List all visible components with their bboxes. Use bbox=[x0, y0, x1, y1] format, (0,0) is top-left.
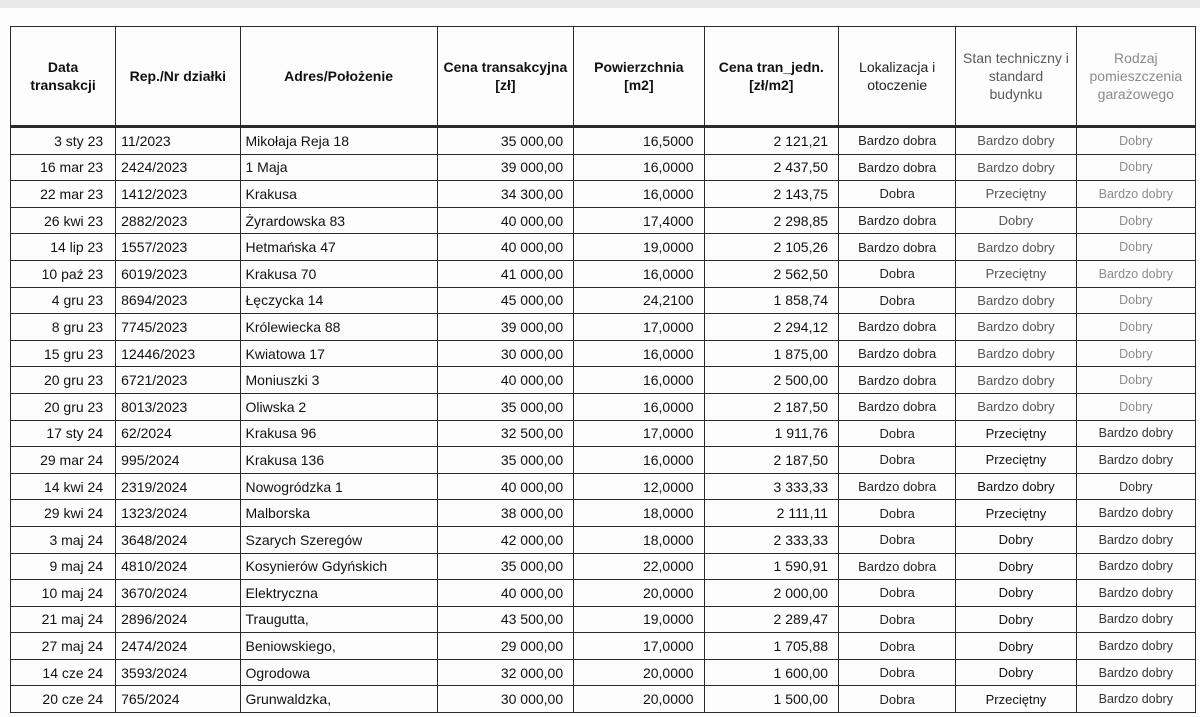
cell-price: 32 500,00 bbox=[437, 420, 573, 447]
cell-location: Dobra bbox=[839, 287, 956, 314]
cell-garage-type: Bardzo dobry bbox=[1076, 420, 1195, 447]
cell-unit-price: 1 600,00 bbox=[704, 659, 838, 686]
cell-unit-price: 2 333,33 bbox=[704, 526, 838, 553]
table-row bbox=[11, 314, 1196, 341]
cell-area: 17,4000 bbox=[574, 207, 704, 234]
cell-date: 16 mar 23 bbox=[11, 154, 116, 181]
cell-garage-type: Dobry bbox=[1076, 340, 1195, 367]
cell-unit-price: 1 500,00 bbox=[704, 686, 838, 713]
cell-location: Bardzo dobra bbox=[839, 367, 956, 394]
table-row bbox=[11, 127, 1196, 155]
cell-date: 15 gru 23 bbox=[11, 340, 116, 367]
cell-rep: 62/2024 bbox=[116, 420, 240, 447]
cell-condition: Przeciętny bbox=[956, 260, 1076, 287]
cell-price: 40 000,00 bbox=[437, 367, 573, 394]
table-row bbox=[11, 207, 1196, 234]
cell-price: 40 000,00 bbox=[437, 580, 573, 607]
cell-area: 19,0000 bbox=[574, 234, 704, 261]
cell-rep: 2896/2024 bbox=[116, 606, 240, 633]
cell-garage-type: Bardzo dobry bbox=[1076, 659, 1195, 686]
cell-price: 35 000,00 bbox=[437, 127, 573, 155]
cell-unit-price: 2 437,50 bbox=[704, 154, 838, 181]
cell-date: 14 kwi 24 bbox=[11, 473, 116, 500]
cell-address: Żyrardowska 83 bbox=[240, 207, 437, 234]
cell-garage-type: Dobry bbox=[1076, 473, 1195, 500]
cell-address: Łęczycka 14 bbox=[240, 287, 437, 314]
cell-garage-type: Bardzo dobry bbox=[1076, 553, 1195, 580]
cell-area: 16,0000 bbox=[574, 393, 704, 420]
table-row bbox=[11, 473, 1196, 500]
cell-garage-type: Bardzo dobry bbox=[1076, 606, 1195, 633]
cell-price: 40 000,00 bbox=[437, 473, 573, 500]
cell-address: Mikołaja Reja 18 bbox=[240, 127, 437, 155]
cell-rep: 11/2023 bbox=[116, 127, 240, 155]
cell-condition: Bardzo dobry bbox=[956, 393, 1076, 420]
cell-unit-price: 3 333,33 bbox=[704, 473, 838, 500]
cell-condition: Dobry bbox=[956, 633, 1076, 660]
cell-date: 3 maj 24 bbox=[11, 526, 116, 553]
cell-unit-price: 1 705,88 bbox=[704, 633, 838, 660]
cell-address: Ogrodowa bbox=[240, 659, 437, 686]
cell-date: 22 mar 23 bbox=[11, 181, 116, 208]
cell-price: 35 000,00 bbox=[437, 393, 573, 420]
table-body bbox=[11, 127, 1196, 713]
cell-garage-type: Bardzo dobry bbox=[1076, 633, 1195, 660]
table-row bbox=[11, 154, 1196, 181]
cell-unit-price: 2 298,85 bbox=[704, 207, 838, 234]
cell-date: 3 sty 23 bbox=[11, 127, 116, 155]
cell-garage-type: Dobry bbox=[1076, 314, 1195, 341]
cell-price: 41 000,00 bbox=[437, 260, 573, 287]
cell-address: 1 Maja bbox=[240, 154, 437, 181]
cell-price: 40 000,00 bbox=[437, 207, 573, 234]
cell-unit-price: 1 911,76 bbox=[704, 420, 838, 447]
cell-unit-price: 2 500,00 bbox=[704, 367, 838, 394]
cell-area: 12,0000 bbox=[574, 473, 704, 500]
cell-location: Dobra bbox=[839, 447, 956, 474]
cell-location: Bardzo dobra bbox=[839, 393, 956, 420]
cell-date: 14 lip 23 bbox=[11, 234, 116, 261]
table-row bbox=[11, 340, 1196, 367]
cell-date: 27 maj 24 bbox=[11, 633, 116, 660]
cell-area: 22,0000 bbox=[574, 553, 704, 580]
cell-area: 16,0000 bbox=[574, 340, 704, 367]
cell-rep: 7745/2023 bbox=[116, 314, 240, 341]
cell-address: Malborska bbox=[240, 500, 437, 527]
cell-location: Dobra bbox=[839, 686, 956, 713]
cell-unit-price: 2 289,47 bbox=[704, 606, 838, 633]
cell-location: Bardzo dobra bbox=[839, 553, 956, 580]
cell-condition: Przeciętny bbox=[956, 686, 1076, 713]
cell-condition: Bardzo dobry bbox=[956, 234, 1076, 261]
header-date: Data transakcji bbox=[11, 27, 116, 127]
cell-rep: 2882/2023 bbox=[116, 207, 240, 234]
header-area: Powierzchnia [m2] bbox=[574, 27, 704, 127]
cell-area: 16,5000 bbox=[574, 127, 704, 155]
cell-location: Dobra bbox=[839, 606, 956, 633]
cell-location: Bardzo dobra bbox=[839, 234, 956, 261]
cell-unit-price: 2 143,75 bbox=[704, 181, 838, 208]
cell-location: Bardzo dobra bbox=[839, 207, 956, 234]
cell-rep: 8694/2023 bbox=[116, 287, 240, 314]
cell-price: 40 000,00 bbox=[437, 234, 573, 261]
table-row bbox=[11, 686, 1196, 713]
cell-location: Dobra bbox=[839, 659, 956, 686]
cell-garage-type: Dobry bbox=[1076, 287, 1195, 314]
cell-garage-type: Bardzo dobry bbox=[1076, 526, 1195, 553]
cell-price: 30 000,00 bbox=[437, 686, 573, 713]
cell-rep: 2319/2024 bbox=[116, 473, 240, 500]
cell-area: 17,0000 bbox=[574, 633, 704, 660]
cell-rep: 6019/2023 bbox=[116, 260, 240, 287]
cell-location: Dobra bbox=[839, 633, 956, 660]
cell-location: Dobra bbox=[839, 580, 956, 607]
table-row bbox=[11, 447, 1196, 474]
cell-condition: Przeciętny bbox=[956, 447, 1076, 474]
cell-location: Bardzo dobra bbox=[839, 340, 956, 367]
cell-date: 10 maj 24 bbox=[11, 580, 116, 607]
cell-rep: 12446/2023 bbox=[116, 340, 240, 367]
cell-price: 42 000,00 bbox=[437, 526, 573, 553]
cell-date: 20 cze 24 bbox=[11, 686, 116, 713]
cell-address: Elektryczna bbox=[240, 580, 437, 607]
table-row bbox=[11, 580, 1196, 607]
table-row bbox=[11, 526, 1196, 553]
table-row bbox=[11, 234, 1196, 261]
header-garage-type: Rodzaj pomieszczenia garażowego bbox=[1076, 27, 1195, 127]
cell-condition: Bardzo dobry bbox=[956, 473, 1076, 500]
table-row bbox=[11, 367, 1196, 394]
table-header bbox=[11, 27, 1196, 127]
cell-rep: 1412/2023 bbox=[116, 181, 240, 208]
cell-date: 14 cze 24 bbox=[11, 659, 116, 686]
cell-garage-type: Dobry bbox=[1076, 393, 1195, 420]
table-row bbox=[11, 260, 1196, 287]
cell-condition: Bardzo dobry bbox=[956, 154, 1076, 181]
cell-unit-price: 2 000,00 bbox=[704, 580, 838, 607]
cell-unit-price: 2 111,11 bbox=[704, 500, 838, 527]
cell-area: 18,0000 bbox=[574, 500, 704, 527]
header-price: Cena transakcyjna [zł] bbox=[437, 27, 573, 127]
cell-address: Grunwaldzka, bbox=[240, 686, 437, 713]
cell-price: 34 300,00 bbox=[437, 181, 573, 208]
cell-area: 20,0000 bbox=[574, 580, 704, 607]
cell-rep: 765/2024 bbox=[116, 686, 240, 713]
cell-location: Dobra bbox=[839, 500, 956, 527]
cell-unit-price: 2 294,12 bbox=[704, 314, 838, 341]
cell-condition: Dobry bbox=[956, 659, 1076, 686]
cell-price: 39 000,00 bbox=[437, 314, 573, 341]
cell-location: Bardzo dobra bbox=[839, 127, 956, 155]
cell-condition: Bardzo dobry bbox=[956, 287, 1076, 314]
cell-area: 17,0000 bbox=[574, 314, 704, 341]
cell-location: Dobra bbox=[839, 181, 956, 208]
cell-unit-price: 2 121,21 bbox=[704, 127, 838, 155]
cell-garage-type: Bardzo dobry bbox=[1076, 260, 1195, 287]
cell-date: 10 paź 23 bbox=[11, 260, 116, 287]
cell-address: Nowogródzka 1 bbox=[240, 473, 437, 500]
cell-date: 17 sty 24 bbox=[11, 420, 116, 447]
cell-condition: Dobry bbox=[956, 553, 1076, 580]
cell-date: 9 maj 24 bbox=[11, 553, 116, 580]
cell-unit-price: 2 105,26 bbox=[704, 234, 838, 261]
table-row bbox=[11, 659, 1196, 686]
cell-condition: Bardzo dobry bbox=[956, 367, 1076, 394]
cell-area: 20,0000 bbox=[574, 686, 704, 713]
cell-address: Kosynierów Gdyńskich bbox=[240, 553, 437, 580]
cell-garage-type: Bardzo dobry bbox=[1076, 686, 1195, 713]
cell-address: Krakusa 96 bbox=[240, 420, 437, 447]
cell-location: Dobra bbox=[839, 260, 956, 287]
cell-address: Krakusa 70 bbox=[240, 260, 437, 287]
cell-date: 20 gru 23 bbox=[11, 367, 116, 394]
cell-unit-price: 1 858,74 bbox=[704, 287, 838, 314]
cell-condition: Bardzo dobry bbox=[956, 340, 1076, 367]
cell-location: Dobra bbox=[839, 420, 956, 447]
cell-address: Oliwska 2 bbox=[240, 393, 437, 420]
cell-date: 4 gru 23 bbox=[11, 287, 116, 314]
cell-unit-price: 2 562,50 bbox=[704, 260, 838, 287]
cell-condition: Przeciętny bbox=[956, 500, 1076, 527]
header-address: Adres/Położenie bbox=[240, 27, 437, 127]
cell-garage-type: Dobry bbox=[1076, 367, 1195, 394]
cell-rep: 995/2024 bbox=[116, 447, 240, 474]
cell-location: Bardzo dobra bbox=[839, 314, 956, 341]
header-unit-price: Cena tran_jedn. [zł/m2] bbox=[704, 27, 838, 127]
cell-unit-price: 2 187,50 bbox=[704, 393, 838, 420]
cell-area: 24,2100 bbox=[574, 287, 704, 314]
cell-garage-type: Bardzo dobry bbox=[1076, 181, 1195, 208]
cell-address: Moniuszki 3 bbox=[240, 367, 437, 394]
cell-rep: 1557/2023 bbox=[116, 234, 240, 261]
cell-area: 19,0000 bbox=[574, 606, 704, 633]
cell-area: 16,0000 bbox=[574, 154, 704, 181]
cell-condition: Przeciętny bbox=[956, 181, 1076, 208]
cell-unit-price: 2 187,50 bbox=[704, 447, 838, 474]
table-row bbox=[11, 553, 1196, 580]
cell-rep: 8013/2023 bbox=[116, 393, 240, 420]
cell-location: Bardzo dobra bbox=[839, 473, 956, 500]
cell-garage-type: Bardzo dobry bbox=[1076, 580, 1195, 607]
cell-garage-type: Bardzo dobry bbox=[1076, 447, 1195, 474]
header-condition: Stan techniczny i standard budynku bbox=[956, 27, 1076, 127]
table-row bbox=[11, 420, 1196, 447]
table-row bbox=[11, 181, 1196, 208]
cell-date: 20 gru 23 bbox=[11, 393, 116, 420]
cell-date: 29 mar 24 bbox=[11, 447, 116, 474]
transactions-table bbox=[10, 26, 1196, 713]
cell-price: 35 000,00 bbox=[437, 447, 573, 474]
cell-date: 8 gru 23 bbox=[11, 314, 116, 341]
cell-date: 26 kwi 23 bbox=[11, 207, 116, 234]
cell-area: 16,0000 bbox=[574, 367, 704, 394]
cell-rep: 6721/2023 bbox=[116, 367, 240, 394]
cell-condition: Dobry bbox=[956, 207, 1076, 234]
cell-address: Hetmańska 47 bbox=[240, 234, 437, 261]
cell-rep: 3593/2024 bbox=[116, 659, 240, 686]
cell-condition: Bardzo dobry bbox=[956, 127, 1076, 155]
header-location: Lokalizacja i otoczenie bbox=[839, 27, 956, 127]
document-page bbox=[0, 8, 1200, 717]
table-row bbox=[11, 393, 1196, 420]
header-rep: Rep./Nr działki bbox=[116, 27, 240, 127]
cell-area: 16,0000 bbox=[574, 260, 704, 287]
cell-rep: 2424/2023 bbox=[116, 154, 240, 181]
cell-condition: Dobry bbox=[956, 580, 1076, 607]
cell-price: 35 000,00 bbox=[437, 553, 573, 580]
cell-address: Krakusa 136 bbox=[240, 447, 437, 474]
cell-rep: 3670/2024 bbox=[116, 580, 240, 607]
cell-garage-type: Bardzo dobry bbox=[1076, 500, 1195, 527]
cell-unit-price: 1 590,91 bbox=[704, 553, 838, 580]
table-row bbox=[11, 633, 1196, 660]
cell-garage-type: Dobry bbox=[1076, 154, 1195, 181]
cell-address: Kwiatowa 17 bbox=[240, 340, 437, 367]
cell-rep: 1323/2024 bbox=[116, 500, 240, 527]
cell-condition: Dobry bbox=[956, 606, 1076, 633]
cell-rep: 2474/2024 bbox=[116, 633, 240, 660]
cell-area: 16,0000 bbox=[574, 447, 704, 474]
cell-area: 17,0000 bbox=[574, 420, 704, 447]
table-row bbox=[11, 287, 1196, 314]
cell-address: Traugutta, bbox=[240, 606, 437, 633]
cell-price: 39 000,00 bbox=[437, 154, 573, 181]
cell-address: Beniowskiego, bbox=[240, 633, 437, 660]
cell-area: 18,0000 bbox=[574, 526, 704, 553]
cell-price: 30 000,00 bbox=[437, 340, 573, 367]
cell-garage-type: Dobry bbox=[1076, 234, 1195, 261]
cell-condition: Dobry bbox=[956, 526, 1076, 553]
cell-condition: Przeciętny bbox=[956, 420, 1076, 447]
cell-address: Szarych Szeregów bbox=[240, 526, 437, 553]
cell-price: 43 500,00 bbox=[437, 606, 573, 633]
cell-address: Krakusa bbox=[240, 181, 437, 208]
cell-location: Dobra bbox=[839, 526, 956, 553]
cell-date: 29 kwi 24 bbox=[11, 500, 116, 527]
cell-price: 45 000,00 bbox=[437, 287, 573, 314]
table-row bbox=[11, 606, 1196, 633]
cell-unit-price: 1 875,00 bbox=[704, 340, 838, 367]
cell-price: 32 000,00 bbox=[437, 659, 573, 686]
cell-garage-type: Dobry bbox=[1076, 207, 1195, 234]
cell-garage-type: Dobry bbox=[1076, 127, 1195, 155]
cell-address: Królewiecka 88 bbox=[240, 314, 437, 341]
cell-area: 20,0000 bbox=[574, 659, 704, 686]
cell-price: 38 000,00 bbox=[437, 500, 573, 527]
cell-rep: 4810/2024 bbox=[116, 553, 240, 580]
cell-rep: 3648/2024 bbox=[116, 526, 240, 553]
table-row bbox=[11, 500, 1196, 527]
cell-area: 16,0000 bbox=[574, 181, 704, 208]
cell-price: 29 000,00 bbox=[437, 633, 573, 660]
cell-date: 21 maj 24 bbox=[11, 606, 116, 633]
cell-condition: Bardzo dobry bbox=[956, 314, 1076, 341]
cell-location: Bardzo dobra bbox=[839, 154, 956, 181]
